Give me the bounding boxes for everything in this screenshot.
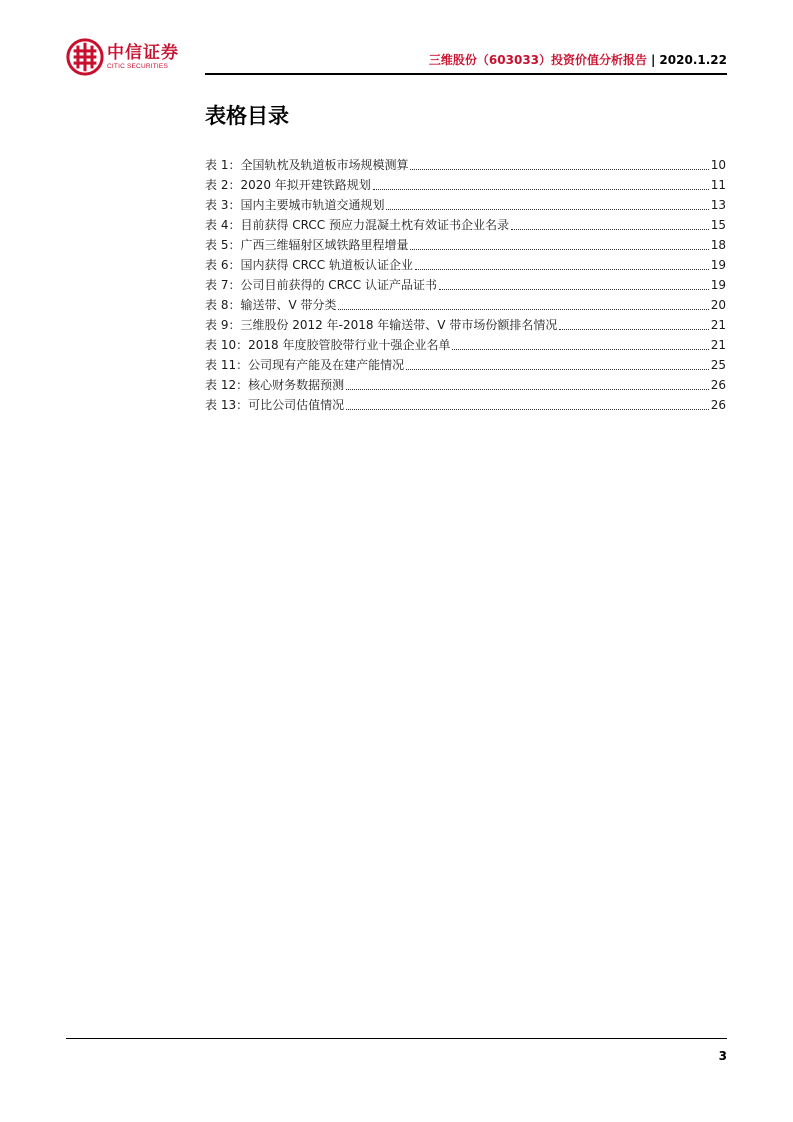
toc-item[interactable] [205,355,726,375]
logo-wordmark [107,44,179,71]
toc-item-label: 表 3：国内主要城市轨道交通规划 [205,198,385,212]
header-separator: | [651,53,656,67]
toc-leader-dots [559,328,708,330]
toc-leader-dots [338,308,708,310]
toc-item[interactable] [205,275,726,295]
toc-item-page: 19 [710,258,726,272]
toc-item-label: 表 1：全国轨枕及轨道板市场规模测算 [205,158,409,172]
toc-item[interactable] [205,155,726,175]
toc-leader-dots [346,388,709,390]
toc-leader-dots [373,188,709,190]
toc-item[interactable] [205,335,726,355]
toc-item-page: 26 [710,378,726,392]
toc-item-page: 21 [710,338,726,352]
toc-leader-dots [415,268,709,270]
toc-item-label: 表 6：国内获得 CRCC 轨道板认证企业 [205,258,413,272]
toc-leader-dots [346,408,709,410]
toc-item-label: 表 12：核心财务数据预测 [205,378,345,392]
toc-leader-dots [452,348,708,350]
toc-leader-dots [511,228,709,230]
toc-leader-dots [406,368,709,370]
toc-item-label: 表 4：目前获得 CRCC 预应力混凝土枕有效证书企业名录 [205,218,509,232]
toc-item-label: 表 10：2018 年度胶管胶带行业十强企业名单 [205,338,451,352]
toc-item-label: 表 13：可比公司估值情况 [205,398,345,412]
toc-item[interactable] [205,395,726,415]
toc-item-page: 11 [710,178,726,192]
footer-divider [66,1038,727,1039]
report-date: 2020.1.22 [659,53,727,67]
toc-leader-dots [439,288,709,290]
toc-leader-dots [410,248,708,250]
toc-item[interactable] [205,175,726,195]
citic-logo [66,37,179,77]
toc-item-page: 19 [710,278,726,292]
toc-item[interactable] [205,195,726,215]
toc-leader-dots [386,208,708,210]
toc-item-page: 10 [710,158,726,172]
toc-item-label: 表 9：三维股份 2012 年-2018 年输送带、V 带市场份额排名情况 [205,318,558,332]
citic-logo-icon [66,38,104,76]
toc-item-page: 18 [710,238,726,252]
toc-item-page: 25 [710,358,726,372]
toc-item-label: 表 7：公司目前获得的 CRCC 认证产品证书 [205,278,437,292]
toc-item[interactable] [205,215,726,235]
page-title: 表格目录 [205,104,289,128]
toc-item-page: 21 [710,318,726,332]
toc-item[interactable] [205,315,726,335]
toc-item-page: 20 [710,298,726,312]
toc-leader-dots [410,168,708,170]
toc-item-label: 表 11：公司现有产能及在建产能情况 [205,358,405,372]
toc-item[interactable] [205,255,726,275]
toc-item[interactable] [205,295,726,315]
toc-item-page: 13 [710,198,726,212]
toc-item-label: 表 5：广西三维辐射区域铁路里程增量 [205,238,409,252]
table-of-contents [205,155,726,415]
logo-chinese-name: 中信证券 [107,42,179,63]
toc-item-label: 表 8：输送带、V 带分类 [205,298,337,312]
toc-item-label: 表 2：2020 年拟开建铁路规划 [205,178,371,192]
toc-item[interactable] [205,375,726,395]
report-title: 三维股份（603033）投资价值分析报告 [428,53,648,67]
toc-item[interactable] [205,235,726,255]
report-header [429,53,727,67]
toc-item-page: 26 [710,398,726,412]
logo-english-name: CITIC SECURITIES [107,62,168,70]
header-divider [205,73,727,75]
page-number: 3 [718,1049,727,1063]
toc-item-page: 15 [710,218,726,232]
